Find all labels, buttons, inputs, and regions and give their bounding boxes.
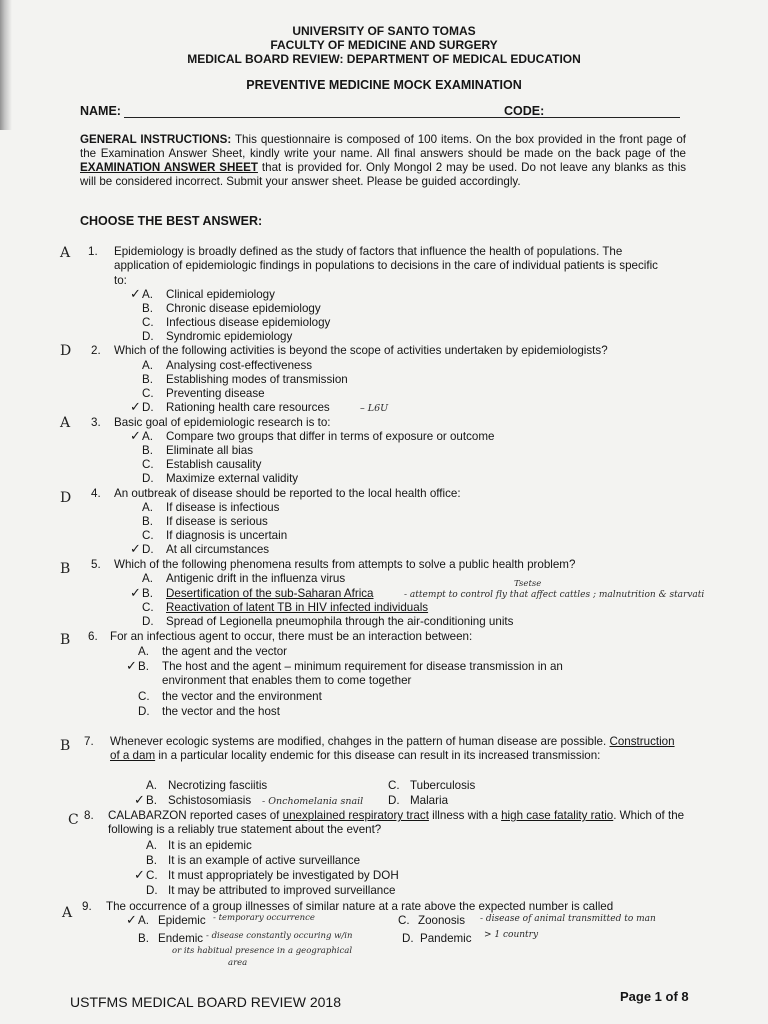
handwritten-note: - temporary occurrence xyxy=(213,913,315,923)
question-stem: Epidemiology is broadly defined as the study of factors that influence the health of populations. The application of epidemiologic findings in populations to decisions in the care of individual patients is specific to: xyxy=(114,245,658,287)
option-d-text: Malaria xyxy=(410,794,449,807)
question-stem: Which of the following phenomena results from attempts to solve a public health problem? xyxy=(114,558,576,571)
option-c-text: Tuberculosis xyxy=(410,779,476,792)
question-stem: For an infectious agent to occur, there must be an interaction between: xyxy=(110,630,473,643)
handwritten-note: – L6U xyxy=(360,403,389,414)
handwritten-note: - attempt to control fly that affect cattles ; malnutrition & starvati xyxy=(404,590,705,600)
answer-sheet-reference: EXAMINATION ANSWER SHEET xyxy=(80,161,258,174)
handwritten-note: - Onchomelania snail xyxy=(262,796,364,807)
check-mark-icon: ✓ xyxy=(130,585,141,600)
question-number: 5. xyxy=(91,558,101,571)
instructions-text-2: that is provided for. Only Mongol 2 may be used. Do not leave any blanks as this will be considered incorrect. Submit your answer sheet. Please be guided accordingly. xyxy=(80,161,686,188)
check-mark-icon: ✓ xyxy=(130,541,141,556)
check-mark-icon: ✓ xyxy=(130,399,141,414)
check-mark-icon: ✓ xyxy=(130,428,141,443)
exam-page: UNIVERSITY OF SANTO TOMAS FACULTY OF MEDICINE AND SURGERY MEDICAL BOARD REVIEW: DEPARTMENT OF MEDICAL EDUCATION PREVENTIVE MEDICINE MOCK EXAMINATION NAME: CODE: GENERAL INSTRUCTIONS: This questionnaire is composed of 100 items. On the box provided in the front page of the Examination Answer Sheet, kindly write your name. All final answers should be made on the back page of the EXAMINATION ANSWER SHEET that is provided for. Only Mongol 2 may be used. Do not leave any blanks as this will be considered incorrect. Submit your answer sheet. Please be guided accordingly. CHOOSE THE BEST ANSWER: A 1. Epidemiology is broadly defined as the study of factors that influence the health of populations. The application of epidemiologic findings in populations to decisions in the care of individual patients is specific to: ✓ A. Clinical epidemiology B. Chronic disease epidemiology C. Infectious disease epidemiology D. Syndromic epidemiology D 2. Which of the following activities is beyond the scope of activities undertaken by epidemiologists? A. Analysing cost-effectiveness B. Establishing modes of transmission C. Preventing disease ✓ D. Rationing health care resources – L6U A 3. Basic goal of epidemiologic research is to: ✓ A. Compare two groups that differ in terms of exposure or outcome B. Eliminate all bias C. Establish causality D. Maximize external validity D 4. An outbreak of disease should be reported to the local health office: A. If disease is infectious B. If disease is serious C. If diagnosis is uncertain ✓ D. At all circumstances B 5. Which of the following phenomena results from attempts to solve a public health problem? A. Antigenic drift in the influenza virus ✓ B. Desertification of the sub-Saharan Africa - attempt to control fly that affect cattles ; malnutrition & starvati Tsetse C. Reactivation of latent TB in HIV infected individuals D. Spread of Legionella pneumophila through the air-conditioning units B 6. For an infectious agent to occur, there must be an interaction between: A. the agent and the vector ✓ B. The host and the agent – minimum requirement for disease transmission in an environment that enables them to come together C. the vector and the environment D. the vector and the host B 7. Whenever ecologic systems are modified, chahges in the pattern of human disease are possible. Construction of a dam in a particular locality endemic for this disease can result in its increased transmission: A. Necrotizing fasciitis C. Tuberculosis ✓ B. Schistosomiasis - Onchomelania snail D. Malaria C 8. CALABARZON reported cases of unexplained respiratory tract illness with a high case fatality ratio. Which of the following is a reliably true statement about the event? A. It is an epidemic B. It is an example of active surveillance ✓ C. It must appropriately be investigated by DOH D. It may be attributed to improved surveillance A 9. The occurrence of a group illnesses of similar nature at a rate above the expected number is called ✓ A. Epidemic - temporary occurrence C. Zoonosis - disease of animal transmitted to man B. Endemic - disease constantly occuring w/in D. Pandemic > 1 country or its habitual presence in a geographical area USTFMS MEDICAL BOARD REVIEW 2018 Page 1 of 8 xyxy=(0,0,768,1024)
check-mark-icon: ✓ xyxy=(126,912,137,927)
option-d-letter: D. xyxy=(388,794,400,807)
page-number: Page 1 of 8 xyxy=(620,989,689,1004)
check-mark-icon: ✓ xyxy=(134,867,145,882)
question-number: 6. xyxy=(88,630,98,643)
question-number: 4. xyxy=(91,487,101,500)
answer-mark: B xyxy=(60,561,71,577)
option-d-text: Pandemic xyxy=(420,932,472,945)
handwritten-note: > 1 country xyxy=(484,930,539,940)
answer-mark: A xyxy=(62,905,73,921)
question-number: 3. xyxy=(91,416,101,429)
answer-mark: A xyxy=(60,415,71,431)
handwritten-note-above: Tsetse xyxy=(514,579,542,589)
answer-mark: D xyxy=(60,343,72,359)
name-label: NAME: xyxy=(80,104,121,118)
question-stem: CALABARZON reported cases of unexplained respiratory tract illness with a high case fatality ratio. Which of the following is a reliably true statement about the event? xyxy=(108,809,685,837)
question-number: 2. xyxy=(91,344,101,357)
question-number: 1. xyxy=(88,245,98,258)
exam-title: PREVENTIVE MEDICINE MOCK EXAMINATION xyxy=(246,78,522,92)
faculty-name: FACULTY OF MEDICINE AND SURGERY xyxy=(270,38,498,52)
general-instructions xyxy=(80,133,686,189)
option-d-letter: D. xyxy=(402,932,414,945)
answer-mark: B xyxy=(60,738,71,754)
underlined-phrase: unexplained respiratory tract xyxy=(282,809,429,822)
underlined-phrase: high case fatality ratio xyxy=(501,809,614,822)
check-mark-icon: ✓ xyxy=(126,658,137,673)
question-stem: Basic goal of epidemiologic research is to: xyxy=(114,416,331,429)
check-mark-icon: ✓ xyxy=(134,792,145,807)
check-mark-icon: ✓ xyxy=(130,286,141,301)
question-stem: Whenever ecologic systems are modified, chahges in the pattern of human disease are possible. Construction of a dam in a particular locality endemic for this disease can result in its increased transmission: xyxy=(110,735,675,763)
handwritten-note: - disease of animal transmitted to man xyxy=(480,914,656,924)
code-label: CODE: xyxy=(504,104,545,118)
option-c-letter: C. xyxy=(388,779,400,792)
question-number: 7. xyxy=(84,735,94,748)
university-name: UNIVERSITY OF SANTO TOMAS xyxy=(292,24,476,38)
option-c-letter: C. xyxy=(398,914,410,927)
underlined-phrase: Construction of a dam xyxy=(110,735,675,763)
department-name: MEDICAL BOARD REVIEW: DEPARTMENT OF MEDICAL EDUCATION xyxy=(187,52,581,66)
handwritten-note: - disease constantly occuring w/in xyxy=(206,931,353,941)
choose-heading: CHOOSE THE BEST ANSWER: xyxy=(80,214,263,228)
question-stem: Which of the following activities is beyond the scope of activities undertaken by epidemiologists? xyxy=(114,344,608,357)
question-number: 9. xyxy=(82,900,92,913)
instructions-heading: GENERAL INSTRUCTIONS: xyxy=(80,133,232,146)
code-field-line[interactable] xyxy=(552,117,680,118)
answer-mark: B xyxy=(60,632,71,648)
instructions-text-1: This questionnaire is composed of 100 items. On the box provided in the front page of the Examination Answer Sheet, kindly write your name. All final answers should be made on the back page of the xyxy=(80,133,686,160)
answer-mark: A xyxy=(60,245,71,261)
question-stem: An outbreak of disease should be reported to the local health office: xyxy=(114,487,461,500)
footer-title: USTFMS MEDICAL BOARD REVIEW 2018 xyxy=(70,994,341,1010)
question-stem: The occurrence of a group illnesses of similar nature at a rate above the expected number is called xyxy=(106,900,614,913)
answer-mark: C xyxy=(68,812,79,828)
answer-mark: D xyxy=(60,490,72,506)
question-number: 8. xyxy=(84,809,94,822)
option-c-text: Zoonosis xyxy=(418,914,466,927)
